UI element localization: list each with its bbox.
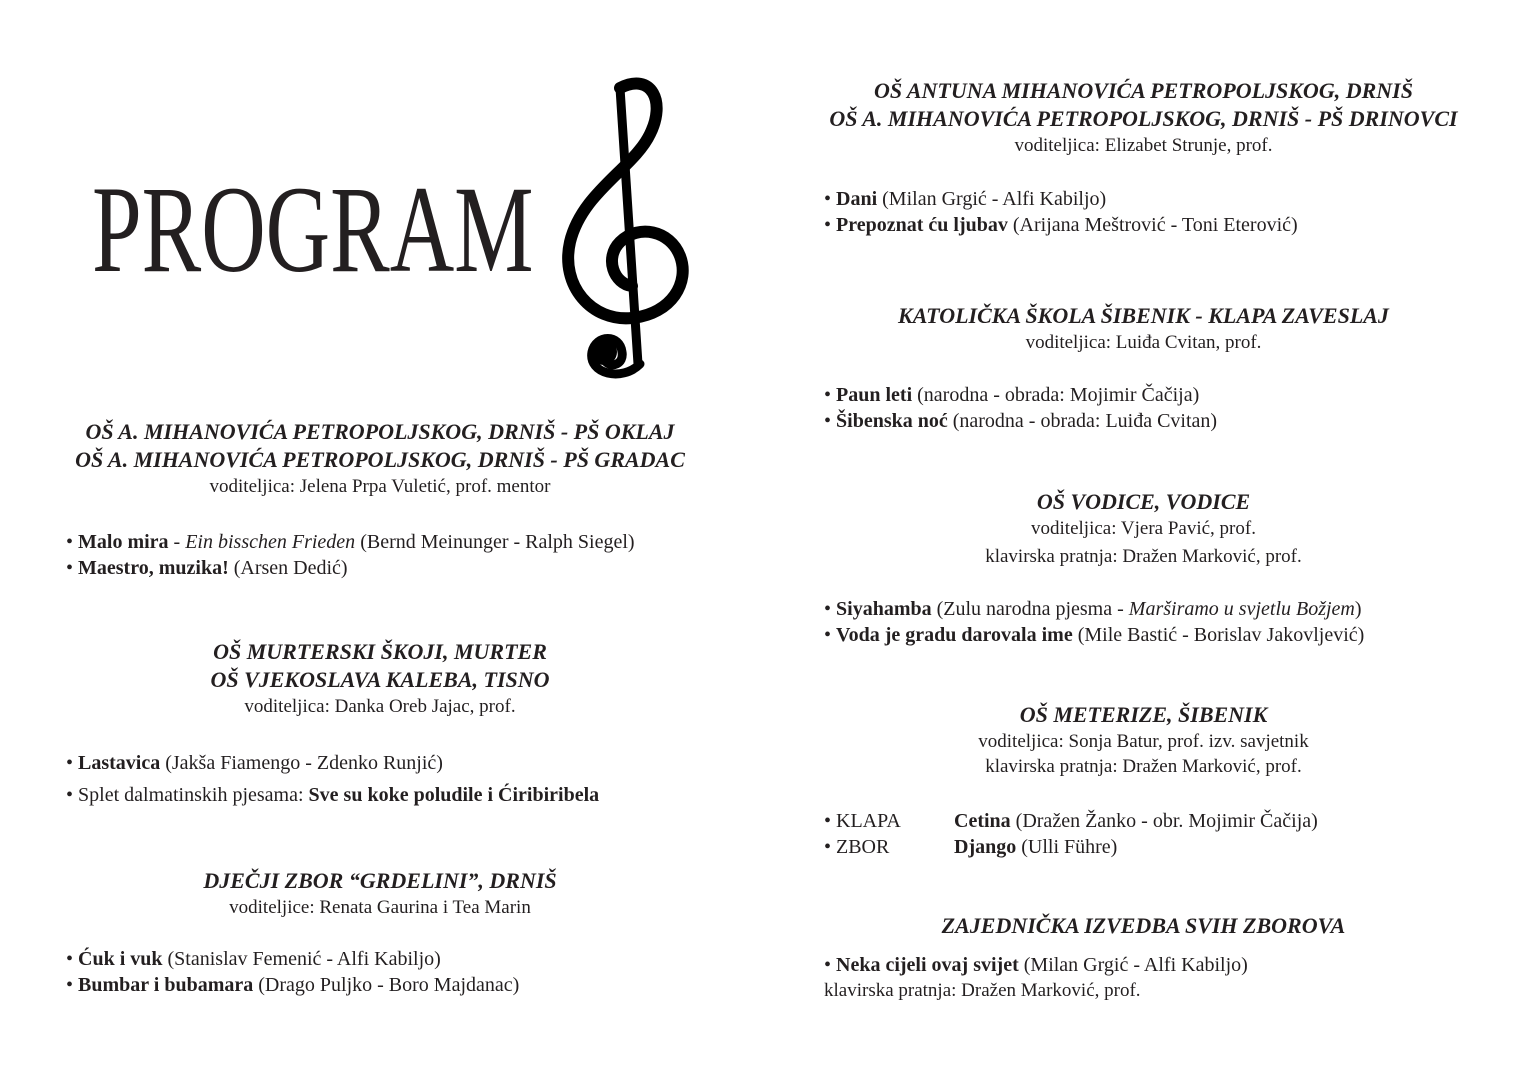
accompanist: klavirska pratnja: Dražen Marković, prof. xyxy=(985,756,1302,777)
leader: voditeljica: Vjera Pavić, prof. xyxy=(1031,518,1256,539)
song-list xyxy=(66,750,826,808)
song-title: Šibenska noć xyxy=(836,410,948,432)
song-title: Siyahamba xyxy=(836,598,932,620)
song-table xyxy=(824,808,1527,860)
section-murter-tisno xyxy=(0,638,760,719)
leader: voditeljica: Jelena Prpa Vuletić, prof. mentor xyxy=(209,476,551,497)
song-title: Malo mira xyxy=(78,531,169,553)
song-credit: (narodna - obrada: Mojimir Čačija) xyxy=(912,384,1200,406)
school-heading: DJEČJI ZBOR “GRDELINI”, DRNIŠ xyxy=(203,868,557,893)
song-title: Neka cijeli ovaj svijet xyxy=(836,954,1019,976)
section-zaveslaj xyxy=(760,302,1527,355)
song-list xyxy=(824,952,1527,1004)
section-joint-performance xyxy=(760,912,1527,940)
song-title: Ćuk i vuk xyxy=(78,948,163,970)
section-vodice xyxy=(760,488,1527,569)
song-title: Sve su koke poludile i Ćiribiribela xyxy=(308,784,600,806)
song-title: Prepoznat ću ljubav xyxy=(836,214,1008,236)
section-grdelini xyxy=(0,867,760,920)
leader: voditeljica: Luiđa Cvitan, prof. xyxy=(1025,332,1262,353)
list-item: • Voda je gradu darovala ime (Mile Bastić - Borislav Jakovljević) xyxy=(824,624,1365,646)
list-item: • Ćuk i vuk (Stanislav Femenić - Alfi Kabiljo) xyxy=(66,948,441,970)
song-title: Bumbar i bubamara xyxy=(78,974,254,996)
accompanist: klavirska pratnja: Dražen Marković, prof. xyxy=(824,980,1141,1001)
school-heading: OŠ A. MIHANOVIĆA PETROPOLJSKOG, DRNIŠ - PŠ OKLAJ xyxy=(85,419,675,444)
list-item: • Šibenska noć (narodna - obrada: Luiđa Cvitan) xyxy=(824,410,1218,432)
section-meterize xyxy=(760,701,1527,779)
song-credit: (Arijana Meštrović - Toni Eterović) xyxy=(1007,214,1298,236)
song-list xyxy=(824,596,1527,648)
school-heading: OŠ METERIZE, ŠIBENIK xyxy=(1019,702,1268,727)
ensemble-label: • ZBOR xyxy=(824,836,890,858)
school-heading: ZAJEDNIČKA IZVEDBA SVIH ZBOROVA xyxy=(941,913,1346,938)
leader: voditeljica: Sonja Batur, prof. izv. savjetnik xyxy=(978,731,1309,752)
song-title: Voda je gradu darovala ime xyxy=(836,624,1073,646)
ensemble-label: • KLAPA xyxy=(824,810,901,832)
list-item: • Malo mira - Ein bisschen Frieden (Bernd Meinunger - Ralph Siegel) xyxy=(66,531,635,553)
song-title: Paun leti xyxy=(836,384,913,406)
school-heading: KATOLIČKA ŠKOLA ŠIBENIK - KLAPA ZAVESLAJ xyxy=(898,303,1389,328)
leader: voditeljice: Renata Gaurina i Tea Marin xyxy=(229,897,531,918)
page-title: PROGRAM xyxy=(92,161,534,298)
song-alt-title: Ein bisschen Frieden xyxy=(185,531,356,553)
song-credit: (narodna - obrada: Luiđa Cvitan) xyxy=(947,410,1218,432)
section-drnis-drinovci xyxy=(760,77,1527,158)
section-oklaj-gradac xyxy=(0,418,760,499)
school-heading: OŠ MURTERSKI ŠKOJI, MURTER xyxy=(213,639,547,664)
list-item: • Maestro, muzika! (Arsen Dedić) xyxy=(66,557,348,579)
song-credit: (Stanislav Femenić - Alfi Kabiljo) xyxy=(162,948,441,970)
song-credit: (Mile Bastić - Borislav Jakovljević) xyxy=(1072,624,1365,646)
song-list xyxy=(824,382,1527,434)
school-heading: OŠ ANTUNA MIHANOVIĆA PETROPOLJSKOG, DRNIŠ xyxy=(874,78,1413,103)
list-item: • Neka cijeli ovaj svijet (Milan Grgić - Alfi Kabiljo) xyxy=(824,954,1248,976)
song-title: Cetina xyxy=(954,810,1011,832)
school-heading: OŠ VJEKOSLAVA KALEBA, TISNO xyxy=(210,667,550,692)
list-item: • Lastavica (Jakša Fiamengo - Zdenko Runjić) xyxy=(66,752,443,774)
school-heading: OŠ VODICE, VODICE xyxy=(1036,489,1251,514)
table-row xyxy=(824,834,1527,860)
song-credit: (Ulli Führe) xyxy=(1016,836,1118,858)
treble-clef-icon xyxy=(562,72,694,384)
list-item: • Bumbar i bubamara (Drago Puljko - Boro Majdanac) xyxy=(66,974,520,996)
song-title: Dani xyxy=(836,188,878,210)
song-credit: (Bernd Meinunger - Ralph Siegel) xyxy=(355,531,635,553)
list-item: • Paun leti (narodna - obrada: Mojimir Čačija) xyxy=(824,384,1200,406)
table-row xyxy=(824,808,1527,834)
list-item: • Siyahamba (Zulu narodna pjesma - Marširamo u svjetlu Božjem) xyxy=(824,598,1362,620)
school-heading: OŠ A. MIHANOVIĆA PETROPOLJSKOG, DRNIŠ - PŠ GRADAC xyxy=(75,447,685,472)
accompanist: klavirska pratnja: Dražen Marković, prof. xyxy=(985,546,1302,567)
leader: voditeljica: Elizabet Strunje, prof. xyxy=(1014,135,1273,156)
song-list xyxy=(66,529,826,581)
song-credit: (Drago Puljko - Boro Majdanac) xyxy=(253,974,520,996)
list-item: • Prepoznat ću ljubav (Arijana Meštrović - Toni Eterović) xyxy=(824,214,1298,236)
school-heading: OŠ A. MIHANOVIĆA PETROPOLJSKOG, DRNIŠ - PŠ DRINOVCI xyxy=(829,106,1458,131)
song-list xyxy=(66,946,826,998)
song-credit: (Jakša Fiamengo - Zdenko Runjić) xyxy=(160,752,443,774)
song-title: Lastavica xyxy=(78,752,161,774)
song-credit: (Milan Grgić - Alfi Kabiljo) xyxy=(1018,954,1248,976)
song-credit: (Arsen Dedić) xyxy=(228,557,348,579)
song-credit: (Dražen Žanko - obr. Mojimir Čačija) xyxy=(1010,810,1318,832)
song-title: Django xyxy=(954,836,1017,858)
song-list xyxy=(824,186,1527,238)
song-alt-title: Marširamo u svjetlu Božjem xyxy=(1128,598,1355,620)
list-item: • Dani (Milan Grgić - Alfi Kabiljo) xyxy=(824,188,1107,210)
leader: voditeljica: Danka Oreb Jajac, prof. xyxy=(244,696,516,717)
song-title: Maestro, muzika! xyxy=(78,557,229,579)
list-item: • Splet dalmatinskih pjesama: Sve su koke poludile i Ćiribiribela xyxy=(66,784,600,806)
song-credit: (Milan Grgić - Alfi Kabiljo) xyxy=(877,188,1107,210)
